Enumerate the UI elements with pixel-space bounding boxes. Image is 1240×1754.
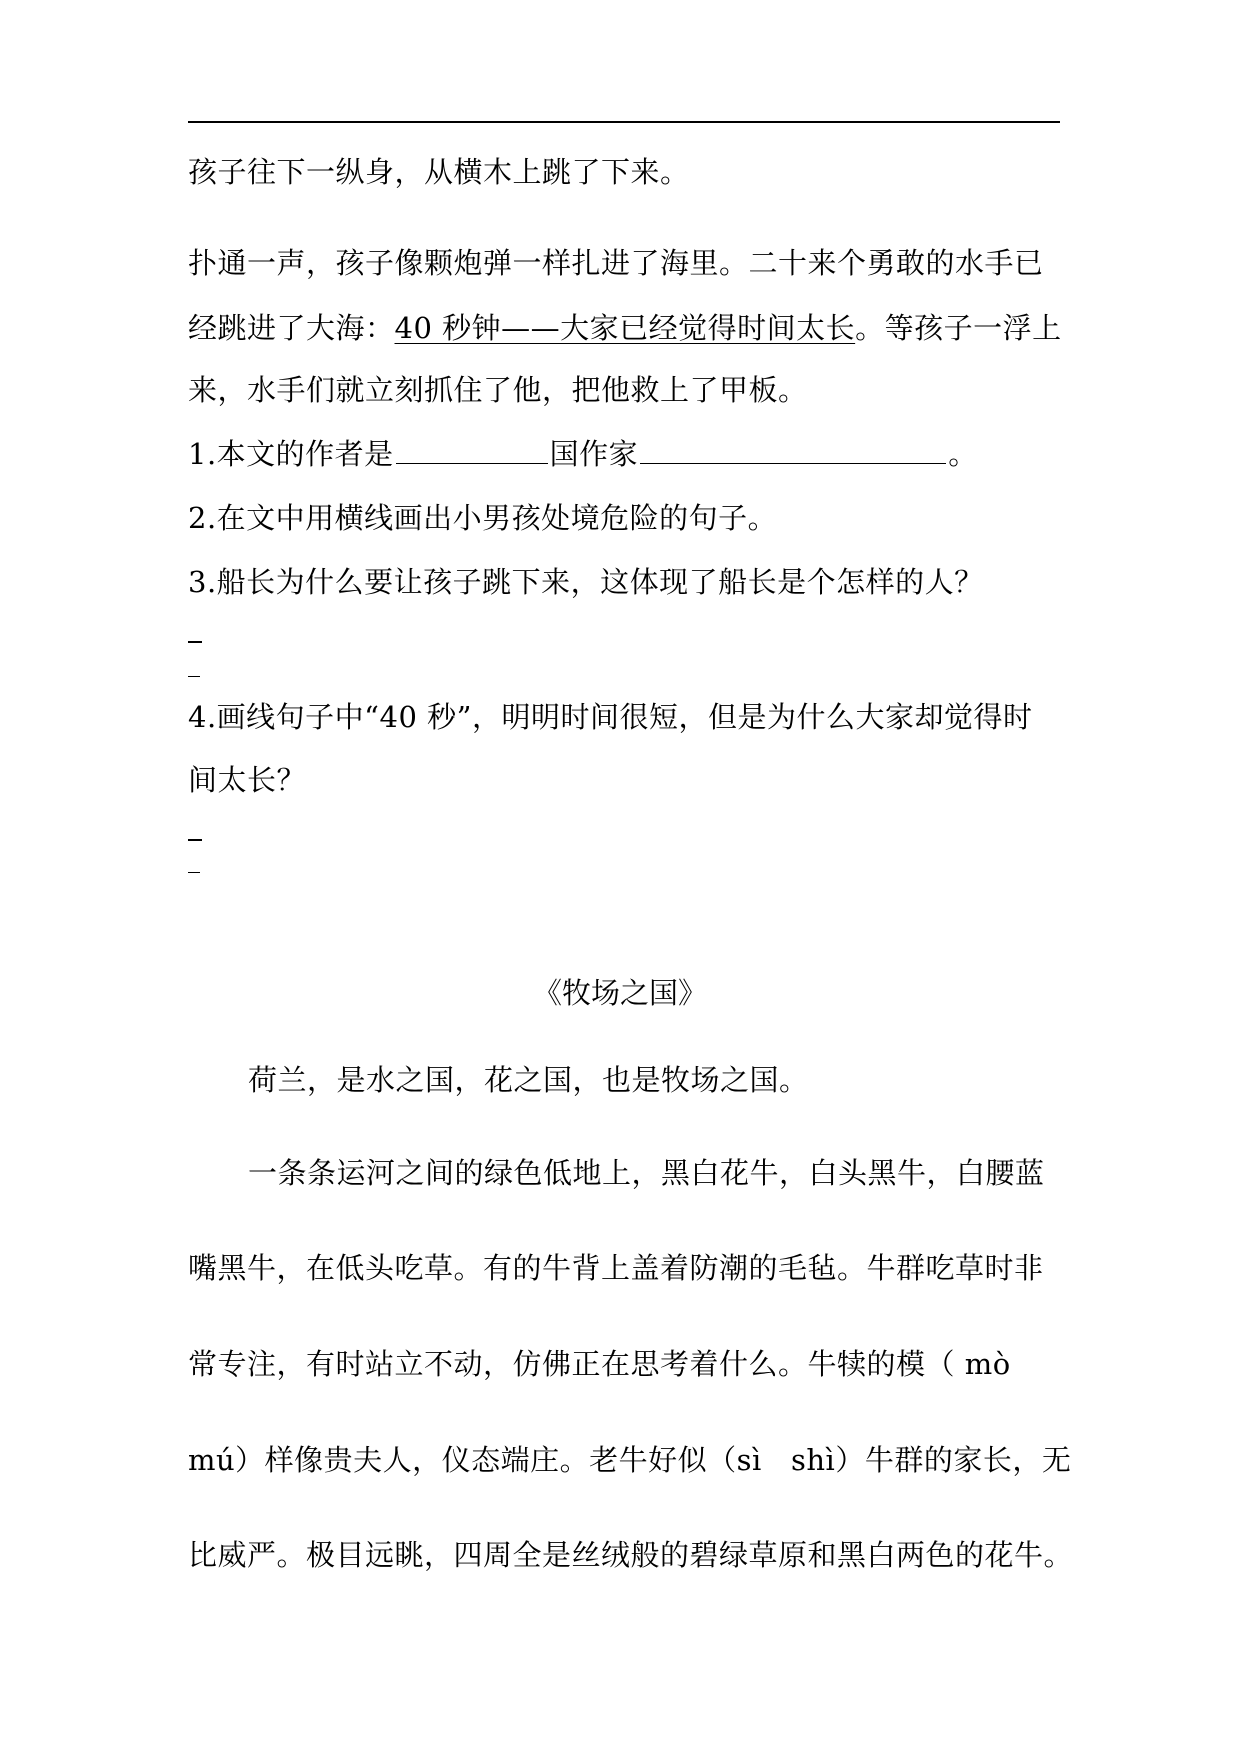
passage-line: 扑通一声，孩子像颗炮弹一样扎进了海里。二十来个勇敢的水手已 xyxy=(188,246,1044,280)
passage-line: 孩子往下一纵身，从横木上跳了下来。 xyxy=(188,155,690,189)
question-2: 2.在文中用横线画出小男孩处境危险的句子。 xyxy=(188,501,778,535)
header-rule xyxy=(188,121,1060,123)
question-3: 3.船长为什么要让孩子跳下来，这体现了船长是个怎样的人？ xyxy=(188,565,984,599)
passage-line: 来，水手们就立刻抓住了他，把他救上了甲板。 xyxy=(188,373,808,407)
answer-line[interactable] xyxy=(188,872,200,873)
paragraph-2-line: 嘴黑牛，在低头吃草。有的牛背上盖着防潮的毛毡。牛群吃草时非 xyxy=(188,1251,1044,1285)
paragraph-2-line: 一条条运河之间的绿色低地上，黑白花牛，白头黑牛，白腰蓝 xyxy=(248,1156,1045,1190)
answer-line[interactable] xyxy=(188,641,202,643)
answer-blank-author[interactable] xyxy=(640,437,946,464)
answer-blank-country[interactable] xyxy=(396,437,548,464)
paragraph-2-line: mú）样像贵夫人，仪态端庄。老牛好似（sì shì）牛群的家长，无 xyxy=(188,1443,1072,1477)
passage-line xyxy=(188,311,1062,345)
question-text: 国作家 xyxy=(549,437,639,471)
passage-text: 。等孩子一浮上 xyxy=(855,311,1062,345)
paragraph-2-line: 常专注，有时站立不动，仿佛正在思考着什么。牛犊的模（ mò xyxy=(188,1347,1011,1381)
question-4: 4.画线句子中“40 秒”，明明时间很短，但是为什么大家却觉得时 xyxy=(188,700,1033,734)
paragraph-2-line: 比威严。极目远眺，四周全是丝绒般的碧绿草原和黑白两色的花牛。 xyxy=(188,1538,1074,1572)
answer-line[interactable] xyxy=(188,839,202,841)
question-4-cont: 间太长？ xyxy=(188,763,307,797)
paragraph-1: 荷兰，是水之国，花之国，也是牧场之国。 xyxy=(248,1063,809,1097)
passage-text: 经跳进了大海： xyxy=(188,311,395,345)
question-text: 。 xyxy=(948,437,978,471)
underlined-sentence: 40 秒钟——大家已经觉得时间太长 xyxy=(394,311,856,345)
question-text: 1.本文的作者是 xyxy=(188,437,394,471)
answer-line[interactable] xyxy=(188,676,200,677)
passage-title: 《牧场之国》 xyxy=(532,976,707,1010)
question-1 xyxy=(188,437,978,471)
